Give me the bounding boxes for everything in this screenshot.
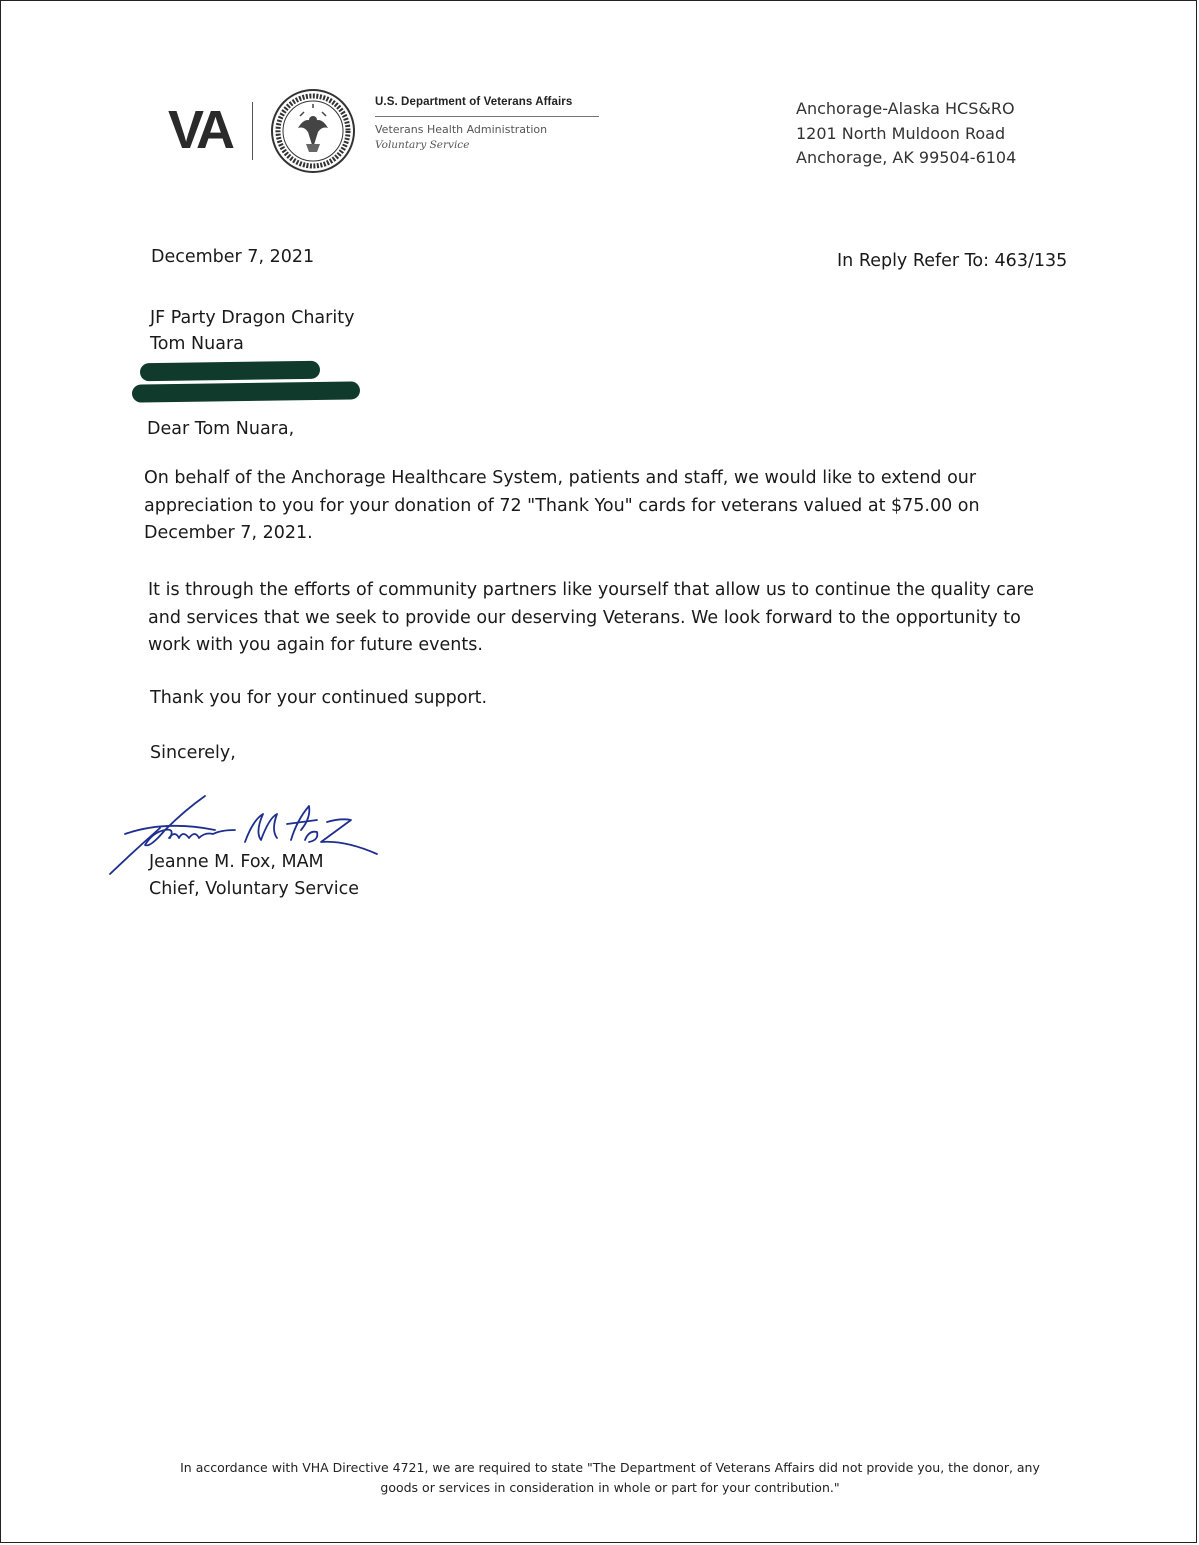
letter-date: December 7, 2021 xyxy=(151,247,315,267)
department-name: U.S. Department of Veterans Affairs xyxy=(375,96,573,108)
recipient-name: Tom Nuara xyxy=(150,334,244,354)
footer-line: In accordance with VHA Directive 4721, we are required to state "The Department of Veterans Affairs did not provide you, the donor, any xyxy=(180,1460,1040,1475)
redaction-mark xyxy=(140,361,320,382)
address-line-2: 1201 North Muldoon Road xyxy=(796,123,1006,143)
redaction-mark xyxy=(132,381,360,402)
recipient-block xyxy=(150,305,354,357)
signer-name: Jeanne M. Fox, MAM xyxy=(149,852,324,872)
recipient-organization: JF Party Dragon Charity xyxy=(150,308,355,328)
salutation: Dear Tom Nuara, xyxy=(147,419,295,439)
administration-name: Veterans Health Administration xyxy=(375,123,548,136)
paragraph-line: appreciation to you for your donation of 72 "Thank You" cards for veterans valued at $75.00 on xyxy=(144,495,980,516)
signer-title: Chief, Voluntary Service xyxy=(149,879,359,899)
footer-disclaimer xyxy=(150,1458,1070,1497)
paragraph-line: and services that we seek to provide our deserving Veterans. We look forward to the opportunity to xyxy=(148,607,1021,628)
va-logo: VA xyxy=(168,100,232,160)
logo-divider xyxy=(252,102,253,160)
sender-address xyxy=(796,97,1016,171)
paragraph-line: December 7, 2021. xyxy=(144,523,313,543)
signer-block xyxy=(149,849,359,903)
address-line-1: Anchorage-Alaska HCS&RO xyxy=(796,99,1015,118)
paragraph-line: It is through the efforts of community partners like yourself that allow us to continue the quality care xyxy=(148,580,1035,600)
paragraph-partners xyxy=(148,577,1068,660)
address-line-3: Anchorage, AK 99504-6104 xyxy=(796,148,1017,167)
footer-line: goods or services in consideration in whole or part for your contribution." xyxy=(380,1479,840,1495)
va-seal-icon xyxy=(270,88,356,174)
closing-line: Thank you for your continued support. xyxy=(150,688,488,708)
paragraph-appreciation xyxy=(144,465,1064,548)
sign-off: Sincerely, xyxy=(150,743,236,763)
reply-reference: In Reply Refer To: 463/135 xyxy=(837,251,1068,271)
paragraph-line: On behalf of the Anchorage Healthcare System, patients and staff, we would like to extend our xyxy=(144,468,977,488)
paragraph-line: work with you again for future events. xyxy=(148,635,483,655)
service-name: Voluntary Service xyxy=(375,139,470,151)
letterhead-rule xyxy=(375,116,599,117)
